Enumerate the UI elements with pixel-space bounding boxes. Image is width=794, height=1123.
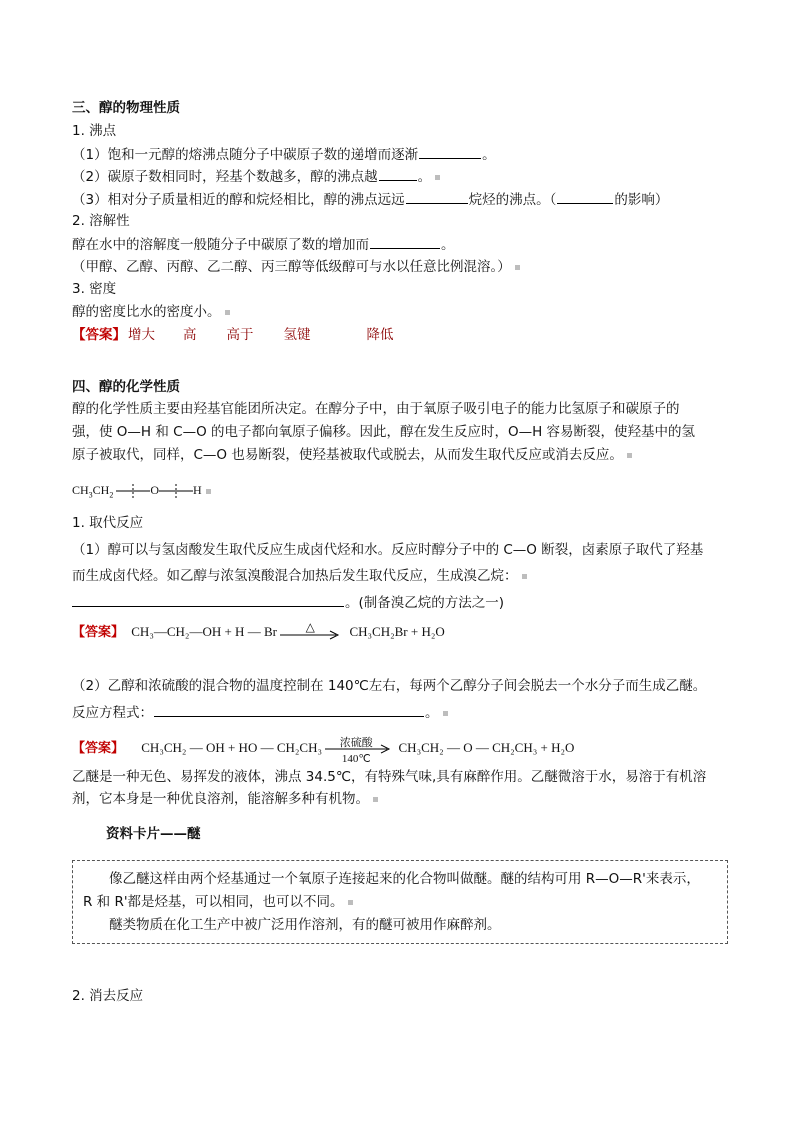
reaction-arrow <box>325 736 391 765</box>
answer-2: 高 <box>183 327 197 343</box>
text: 3 <box>88 490 93 500</box>
subsection-substitution: 1. 取代反应 <box>72 515 144 531</box>
text: 的影响） <box>614 192 669 208</box>
text: 。(制备溴乙烷的方法之一) <box>345 595 505 611</box>
text: 2 <box>109 490 114 500</box>
answer-5: 降低 <box>366 327 394 343</box>
bond-break-co-icon <box>116 484 150 498</box>
equation-products: CH₃CH₂ — O — CH₂CH₃ + H₂O <box>398 739 575 755</box>
anchor-mark-icon <box>206 489 211 494</box>
card-line-1: 像乙醚这样由两个烃基通过一个氧原子连接起来的化合物叫做醚。醚的结构可用 R—O—R'来表示， <box>109 871 700 887</box>
anchor-mark-icon <box>515 265 520 270</box>
anchor-mark-icon <box>627 453 632 458</box>
condition-heat: △ <box>305 620 315 635</box>
intro-line-3 <box>72 445 632 465</box>
arrow-right-icon <box>280 623 340 643</box>
text: 。 <box>417 169 432 185</box>
ether-line-1: （2）乙醇和浓硫酸的混合物的温度控制在 140℃左右，每两个乙醇分子间会脱去一个水分子而生成乙醚。 <box>72 678 707 694</box>
anchor-mark-icon <box>348 900 353 905</box>
text: 。 <box>482 147 496 163</box>
section-3-title: 三、醇的物理性质 <box>72 100 180 116</box>
boiling-item-3 <box>72 189 668 210</box>
answer-3: 高于 <box>226 327 254 343</box>
condition-catalyst: 浓硫酸 <box>339 736 373 749</box>
equation-reactants: CH₃CH₂ — OH + HO — CH₂CH₃ <box>141 739 323 755</box>
blank-2[interactable] <box>379 166 417 181</box>
substitution-line-1: （1）醇可以与氢卤酸发生取代反应生成卤代烃和水。反应时醇分子中的 C—O 断裂，卤素原子取代了羟基 <box>72 542 704 558</box>
blank-4[interactable] <box>557 189 613 204</box>
text: CH <box>72 483 89 497</box>
solubility-item-1 <box>72 234 455 255</box>
ether-line-2 <box>72 702 448 723</box>
text: H <box>193 483 202 497</box>
text: CH <box>92 483 110 497</box>
substitution-line-2 <box>72 566 527 586</box>
anchor-mark-icon <box>522 574 527 579</box>
answer-label: 【答案】 <box>72 740 125 756</box>
text: 烷烃的沸点。（ <box>468 192 557 208</box>
answer-row-physical <box>72 325 394 345</box>
blank-equation-1[interactable] <box>72 592 344 607</box>
intro-line-2: 强，使 O—H 和 C—O 的电子都向氧原子偏移。因此，醇在发生反应时，O—H 容易断裂，使羟基中的氢 <box>72 424 696 440</box>
solubility-item-2 <box>72 257 520 277</box>
text: 醇的密度比水的密度小。 <box>72 304 221 320</box>
blank-1[interactable] <box>419 144 481 159</box>
heading-solubility: 2. 溶解性 <box>72 213 130 229</box>
bond-break-oh-icon <box>159 484 193 498</box>
section-4-title: 四、醇的化学性质 <box>72 379 180 395</box>
card-line-2 <box>83 892 353 912</box>
condition-temperature: 140℃ <box>341 753 371 765</box>
anchor-mark-icon <box>435 175 440 180</box>
answer-label: 【答案】 <box>72 625 125 640</box>
boiling-item-1 <box>72 144 496 165</box>
intro-line-1: 醇的化学性质主要由羟基官能团所决定。在醇分子中，由于氧原子吸引电子的能力比氢原子和碳原子的 <box>72 401 680 417</box>
text: （甲醇、乙醇、丙醇、乙二醇、丙三醇等低级醇可与水以任意比例混溶。） <box>72 259 511 275</box>
blank-5[interactable] <box>370 234 440 249</box>
text: 而生成卤代烃。如乙醇与浓氢溴酸混合加热后发生取代反应，生成溴乙烷： <box>72 568 518 584</box>
answer-equation-2 <box>72 736 575 765</box>
card-line-3: 醚类物质在化工生产中被广泛用作溶剂，有的醚可被用作麻醉剂。 <box>109 917 501 933</box>
text: 反应方程式： <box>72 705 153 721</box>
info-card <box>72 860 728 944</box>
info-card-title: 资料卡片——醚 <box>106 826 201 842</box>
equation-reactants: CH₃—CH₂—OH + H — Br <box>131 624 277 639</box>
equation-products: CH₃CH₂Br + H₂O <box>349 624 445 639</box>
text: 原子被取代，同样，C—O 也易断裂，使羟基被取代或脱去，从而发生取代反应或消去反应。 <box>72 447 623 463</box>
density-item-1 <box>72 302 230 322</box>
answer-equation-1 <box>72 622 445 643</box>
text: O <box>150 483 160 497</box>
anchor-mark-icon <box>225 310 230 315</box>
anchor-mark-icon <box>443 711 448 716</box>
text: （2）碳原子数相同时，羟基个数越多，醇的沸点越 <box>72 169 378 185</box>
answer-4: 氢键 <box>283 327 311 343</box>
text: （1）饱和一元醇的熔沸点随分子中碳原子数的递增而逐渐 <box>72 147 419 163</box>
heading-boiling-point: 1. 沸点 <box>72 123 117 139</box>
subsection-elimination: 2. 消去反应 <box>72 988 144 1004</box>
heading-density: 3. 密度 <box>72 281 117 297</box>
reaction-arrow <box>280 620 340 643</box>
answer-label: 【答案】 <box>72 327 126 343</box>
substitution-line-3 <box>72 592 504 613</box>
blank-3[interactable] <box>406 189 468 204</box>
ether-desc-2 <box>72 789 378 809</box>
ethanol-structure <box>72 480 211 505</box>
text: 醇在水中的溶解度一般随分子中碳原了数的增加而 <box>72 237 369 253</box>
boiling-item-2 <box>72 166 440 187</box>
ether-desc-1: 乙醚是一种无色、易挥发的液体，沸点 34.5℃，有特殊气味,具有麻醉作用。乙醚微溶于水，易溶于有机溶 <box>72 769 707 785</box>
anchor-mark-icon <box>373 797 378 802</box>
text: R 和 R'都是烃基，可以相同，也可以不同。 <box>83 894 344 910</box>
text: 。 <box>441 237 455 253</box>
blank-equation-2[interactable] <box>154 702 424 717</box>
text: （3）相对分子质量相近的醇和烷烃相比，醇的沸点远远 <box>72 192 405 208</box>
answer-1: 增大 <box>128 327 155 343</box>
text: 剂，它本身是一种优良溶剂，能溶解多种有机物。 <box>72 791 369 807</box>
text: 。 <box>425 705 439 721</box>
